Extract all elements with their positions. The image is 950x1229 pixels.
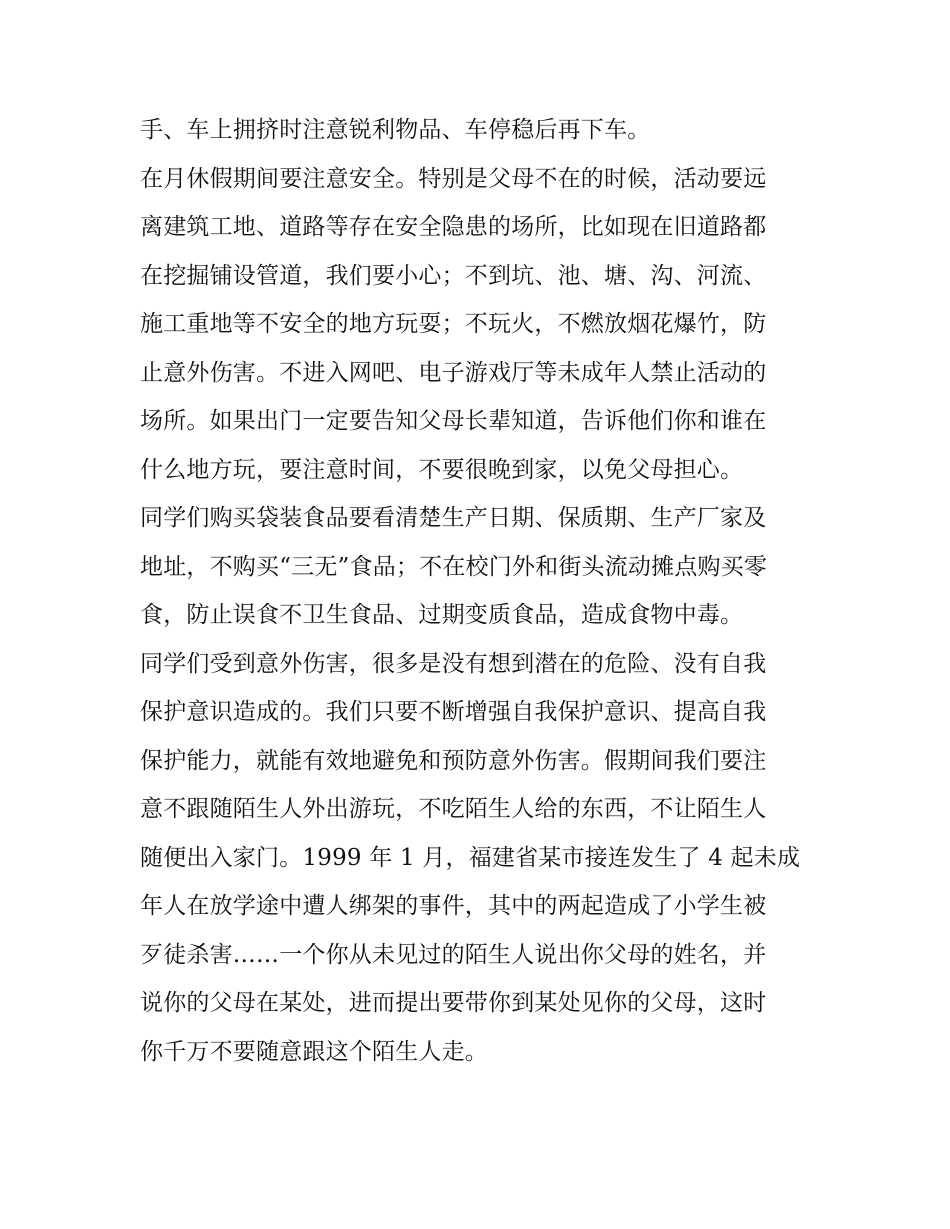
text-line: 保护意识造成的。我们只要不断增强自我保护意识、提高自我: [140, 699, 767, 725]
text-line: 意不跟随陌生人外出游玩，不吃陌生人给的东西，不让陌生人: [140, 796, 767, 822]
text-line: 歹徒杀害……一个你从未见过的陌生人说出你父母的姓名，并: [140, 941, 767, 968]
text-line: 什么地方玩，要注意时间，不要很晚到家，以免父母担心。: [140, 456, 744, 483]
text-line: 离建筑工地、道路等存在安全隐患的场所，比如现在旧道路都: [140, 214, 767, 240]
text-line: 场所。如果出门一定要告知父母长辈知道，告诉他们你和谁在: [140, 408, 767, 434]
text-line: 在挖掘铺设管道，我们要小心；不到坑、池、塘、沟、河流、: [140, 262, 767, 289]
text-line: 在月休假期间要注意安全。特别是父母不在的时候，活动要远: [140, 165, 767, 192]
text-line: 食，防止误食不卫生食品、过期变质食品，造成食物中毒。: [140, 602, 744, 628]
text-line: 施工重地等不安全的地方玩耍；不玩火，不燃放烟花爆竹，防: [140, 311, 767, 337]
text-line: 止意外伤害。不进入网吧、电子游戏厅等未成年人禁止活动的: [140, 359, 767, 386]
text-line: 保护能力，就能有效地避免和预防意外伤害。假期间我们要注: [140, 747, 767, 774]
text-line: 年人在放学途中遭人绑架的事件，其中的两起造成了小学生被: [140, 893, 767, 919]
body-text: [140, 106, 815, 1076]
text-line: 同学们受到意外伤害，很多是没有想到潜在的危险、没有自我: [140, 650, 767, 677]
text-line: 你千万不要随意跟这个陌生人走。: [140, 1038, 488, 1065]
text-line: 手、车上拥挤时注意锐利物品、车停稳后再下车。: [140, 117, 651, 143]
text-line: 随便出入家门。1999 年 1 月，福建省某市接连发生了 4 起未成: [140, 844, 801, 871]
text-line: 地址，不购买“三无”食品；不在校门外和街头流动摊点购买零: [140, 553, 768, 580]
text-line: 同学们购买袋装食品要看清楚生产日期、保质期、生产厂家及: [140, 505, 767, 531]
text-line: 说你的父母在某处，进而提出要带你到某处见你的父母，这时: [140, 990, 767, 1016]
